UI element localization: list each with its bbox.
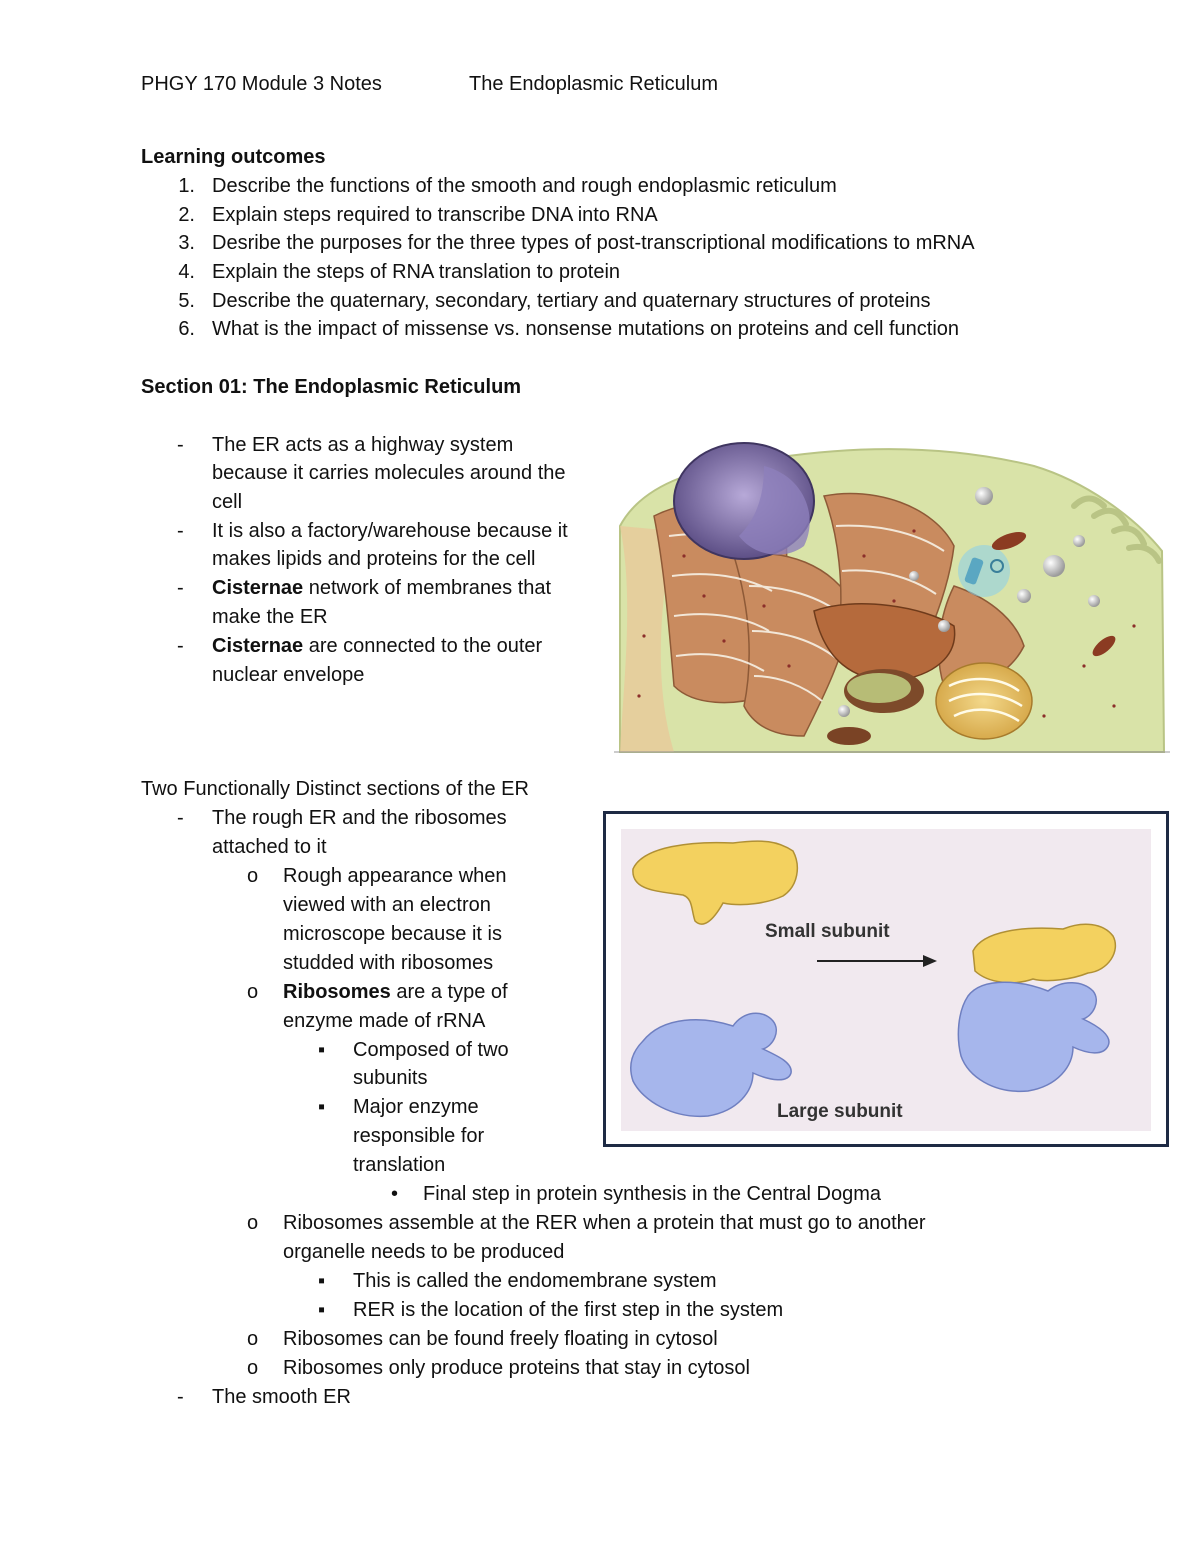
- bullet-square: ▪: [318, 1299, 326, 1321]
- outcome-text: Desribe the purposes for the three types of post-transcriptional modifications to mRNA: [212, 232, 975, 254]
- outcome-text: What is the impact of missense vs. nonsense mutations on proteins and cell function: [212, 318, 960, 340]
- bullet-text: Major enzyme: [353, 1096, 479, 1118]
- bullet-text: Final step in protein synthesis in the Central Dogma: [423, 1183, 882, 1205]
- page-title: The Endoplasmic Reticulum: [469, 73, 718, 95]
- term-cisternae: Cisternae: [212, 577, 304, 599]
- bullet-circle: o: [247, 1212, 259, 1234]
- bullet-square: ▪: [318, 1039, 326, 1061]
- bullet-text: studded with ribosomes: [283, 952, 494, 974]
- cell-illustration: [614, 436, 1170, 754]
- bullet-text: Ribosomes can be found freely floating in cytosol: [283, 1328, 718, 1350]
- bullet-dot: •: [391, 1183, 399, 1205]
- bullet-text: It is also a factory/warehouse because it: [212, 520, 568, 542]
- ribosome-figure: [603, 811, 1169, 1147]
- bullet-text-rest: are a type of: [390, 981, 508, 1003]
- bullet-text: subunits: [353, 1067, 428, 1089]
- outcome-number: 2.: [178, 204, 195, 226]
- large-subunit-label: Large subunit: [777, 1101, 903, 1122]
- bullet-text: responsible for: [353, 1125, 485, 1147]
- bullet-dash: -: [177, 434, 184, 456]
- bullet-text: viewed with an electron: [283, 894, 491, 916]
- bullet-text: because it carries molecules around the: [212, 462, 566, 484]
- outcome-number: 3.: [178, 232, 195, 254]
- bullet-dash: -: [177, 577, 184, 599]
- bullet-text: make the ER: [212, 606, 328, 628]
- outcome-number: 4.: [178, 261, 195, 283]
- outcome-text: Describe the quaternary, secondary, tertiary and quaternary structures of proteins: [212, 290, 931, 312]
- outcome-number: 6.: [178, 318, 195, 340]
- bullet-text: RER is the location of the first step in the system: [353, 1299, 784, 1321]
- bullet-text: This is called the endomembrane system: [353, 1270, 717, 1292]
- bullet-text: The smooth ER: [212, 1386, 351, 1408]
- bullet-text: The ER acts as a highway system: [212, 434, 514, 456]
- bullet-text: [212, 576, 551, 600]
- bullet-square: ▪: [318, 1096, 326, 1118]
- bullet-circle: o: [247, 865, 259, 887]
- term-cisternae: Cisternae: [212, 635, 304, 657]
- bullet-text: makes lipids and proteins for the cell: [212, 548, 536, 570]
- bullet-dash: -: [177, 520, 184, 542]
- bullet-text: nuclear envelope: [212, 664, 365, 686]
- bullet-text: translation: [353, 1154, 446, 1176]
- bullet-text: Ribosomes only produce proteins that stay in cytosol: [283, 1357, 750, 1379]
- section-heading: Two Functionally Distinct sections of the ER: [141, 778, 529, 800]
- bullet-text: attached to it: [212, 836, 327, 858]
- bullet-text: enzyme made of rRNA: [283, 1010, 486, 1032]
- bullet-text: Ribosomes assemble at the RER when a protein that must go to another: [283, 1212, 926, 1234]
- bullet-text: organelle needs to be produced: [283, 1241, 565, 1263]
- outcome-text: Explain the steps of RNA translation to protein: [212, 261, 621, 283]
- bullet-dash: -: [177, 635, 184, 657]
- bullet-circle: o: [247, 1328, 259, 1350]
- term-ribosomes: Ribosomes: [283, 981, 391, 1003]
- bullet-text: [212, 634, 542, 658]
- bullet-dash: -: [177, 807, 184, 829]
- outcome-number: 5.: [178, 290, 195, 312]
- bullet-dash: -: [177, 1386, 184, 1408]
- bullet-text: The rough ER and the ribosomes: [212, 807, 507, 829]
- small-subunit-label: Small subunit: [765, 921, 890, 942]
- bullet-text: Rough appearance when: [283, 865, 507, 887]
- bullet-text: Composed of two: [353, 1039, 509, 1061]
- course-title: PHGY 170 Module 3 Notes: [141, 73, 382, 95]
- bullet-square: ▪: [318, 1270, 326, 1292]
- outcome-text: Explain steps required to transcribe DNA into RNA: [212, 204, 658, 226]
- outcome-text: Describe the functions of the smooth and rough endoplasmic reticulum: [212, 175, 837, 197]
- bullet-circle: o: [247, 1357, 259, 1379]
- outcome-number: 1.: [178, 175, 195, 197]
- learning-outcomes-heading: Learning outcomes: [141, 146, 326, 168]
- bullet-text-rest: are connected to the outer: [303, 635, 543, 657]
- bullet-text: microscope because it is: [283, 923, 502, 945]
- section-heading: Section 01: The Endoplasmic Reticulum: [141, 376, 522, 398]
- bullet-text: cell: [212, 491, 243, 513]
- bullet-text: [283, 980, 508, 1004]
- bullet-text-rest: network of membranes that: [303, 577, 552, 599]
- bullet-circle: o: [247, 981, 259, 1003]
